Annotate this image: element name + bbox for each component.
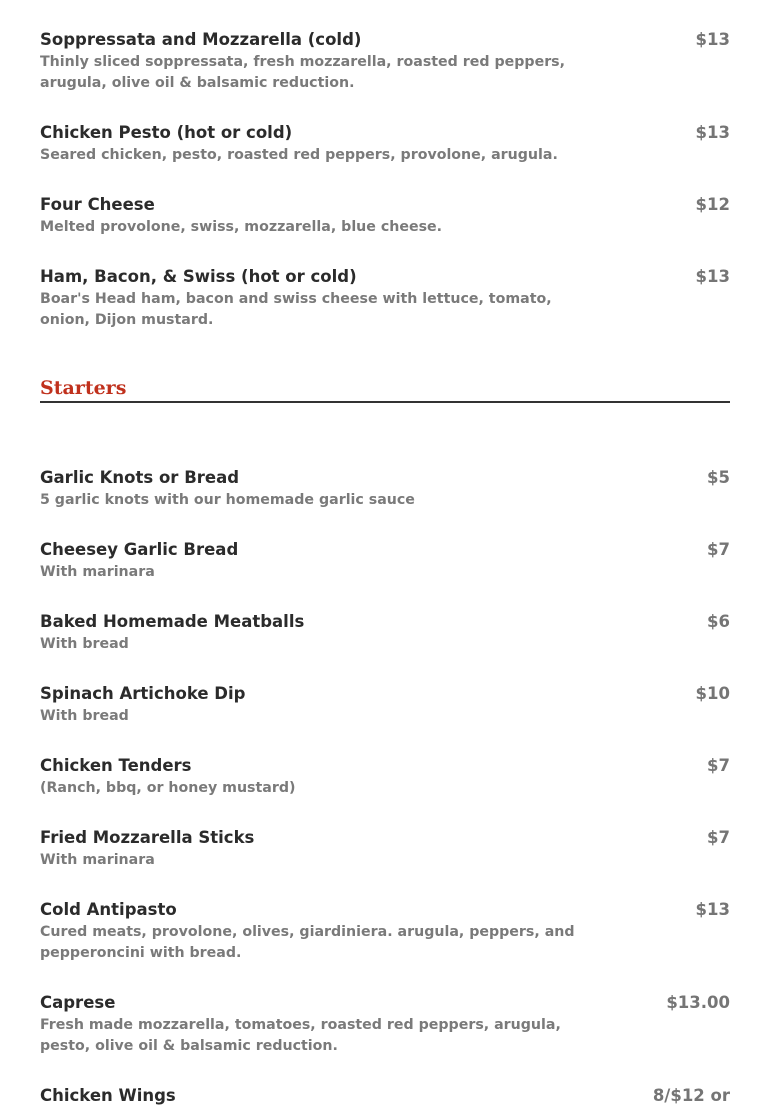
menu-item-price: $13 (695, 123, 730, 142)
menu-item-name: Four Cheese (40, 195, 155, 214)
menu-item-description: (Ranch, bbq, or honey mustard) (40, 780, 296, 796)
menu-item-description: Cured meats, provolone, olives, giardiniera. arugula, peppers, and pepperoncini with bread. (40, 924, 575, 961)
menu-item-name: Garlic Knots or Bread (40, 468, 240, 487)
menu-item-name: Cheesey Garlic Bread (40, 540, 239, 559)
section-divider (40, 401, 730, 403)
menu-item-name: Chicken Tenders (40, 756, 192, 775)
menu-item-name: Fried Mozzarella Sticks (40, 828, 255, 847)
menu-item-name: Chicken Pesto (hot or cold) (40, 123, 293, 142)
menu-item-price: $13 (695, 900, 730, 919)
menu-item-name: Spinach Artichoke Dip (40, 684, 246, 703)
menu-item-description: Boar's Head ham, bacon and swiss cheese with lettuce, tomato, onion, Dijon mustard. (40, 291, 552, 328)
menu-item-description: Thinly sliced soppressata, fresh mozzarella, roasted red peppers, arugula, olive oil & balsamic reduction. (40, 54, 566, 91)
menu-item-price: $7 (707, 540, 730, 559)
menu-item-name: Baked Homemade Meatballs (40, 612, 305, 631)
menu-item-name: Soppressata and Mozzarella (cold) (40, 30, 362, 49)
section-title-starters: Starters (40, 377, 127, 399)
menu-item-price: 8/$12 or (652, 1086, 730, 1105)
menu-item-description: Melted provolone, swiss, mozzarella, blue cheese. (40, 219, 443, 235)
menu-item-description: Fresh made mozzarella, tomatoes, roasted red peppers, arugula, pesto, olive oil & balsamic reduction. (40, 1017, 561, 1054)
menu-item-price: $5 (707, 468, 730, 487)
menu-item-description: 5 garlic knots with our homemade garlic sauce (40, 492, 415, 508)
menu-item-name: Cold Antipasto (40, 900, 177, 919)
menu-item-price: $7 (707, 828, 730, 847)
menu-item-price: $12 (695, 195, 730, 214)
menu-item-price: $13 (695, 267, 730, 286)
menu-item-price: $13 (695, 30, 730, 49)
menu-item-price: $7 (707, 756, 730, 775)
menu-item-price: $13.00 (666, 993, 730, 1012)
menu-item-price: $6 (707, 612, 730, 631)
menu-item-description: Seared chicken, pesto, roasted red peppers, provolone, arugula. (40, 147, 558, 163)
menu-item-name: Chicken Wings (40, 1086, 176, 1105)
menu-item-name: Caprese (40, 993, 116, 1012)
menu-item-description: With marinara (40, 564, 155, 580)
menu-item-description: With marinara (40, 852, 155, 868)
menu-item-price: $10 (695, 684, 730, 703)
menu-item-description: With bread (40, 636, 129, 652)
menu-item-name: Ham, Bacon, & Swiss (hot or cold) (40, 267, 357, 286)
menu-item-description: With bread (40, 708, 129, 724)
